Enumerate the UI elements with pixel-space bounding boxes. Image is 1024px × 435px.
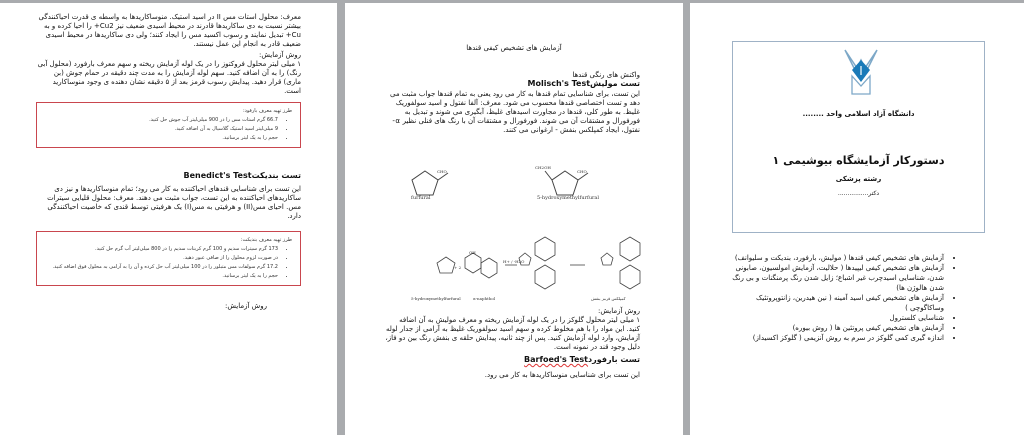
heading-en: Benedict's Test [183,171,252,180]
page-title: آزمایش های تشخیص کیفی قندها [466,44,562,52]
heading-fa: تست بندیکت [251,171,301,180]
box-title: طرز تهیه معرف بارفود: [242,108,292,114]
university-logo-icon [843,46,879,98]
method-title: روش آزمایش: [598,307,640,315]
benedict-text: این تست برای شناسایی قندهای احیاکننده به کار می رود؛ تمام منوساکاریدها و نیز دی ساکاریدهای احیاکننده به این تست، جواب مثبت می دهند. معرف: محلول قلیایی سیترات مس. احیای مس(II) و هرفیتی به مس(I) یک هرفیتی توسط قندی که خاصیت احیاکنندگی دارد. [47,185,301,220]
list-item: • 9 میلی‌لیتر اسید استیک گلاسیال به آن اضافه کنید. [45,125,278,134]
reagent-paragraph: معرف: محلول استات مس II در اسید استیک. منوساکاریدها به واسطه ی قدرت احیاکنندگی بیشتر نسبت به دی ساکاریدها قادرند در محیط اسیدی ضعیف نیز Cu2+ را احیا کرده و به Cu+ تبدیل نمایند و رسوب اکسید مس را ایجاد کنند؛ ولی دی ساکاریدها در محیط اسیدی ضعیف قادر به انجام این عمل نیستند. [38,13,301,48]
list-item: • شناسایی کلسترول [730,313,944,323]
box-title: طرز تهیه معرف بندیکت: [240,237,292,243]
method-title-2: روش آزمایش: [225,302,267,310]
hmf-label: 5-hydroxymethylfurfural [537,195,600,201]
barfoed-heading [524,354,640,365]
benedict-heading [36,170,301,181]
barfoed-text: این تست برای شناسایی منوساکاریدها به کار می رود. [484,371,640,379]
molisch-text: این تست، برای شناسایی تمام قندها به کار می رود یعنی به تمام قندها جواب مثبت می دهد و تست اختصاصی قندها محسوب می شود. معرف: آلفا نفتول و اسید سولفوریک غلیظ. به طور کلی، قندها در مجاورت اسیدهای غلیظ، آبگیری می شوند و تبدیل به فورفورال و مشتقات آن می شوند. فورفورال و مشتقات آن با رنگ های فنلی نظیر α-نفتول، ایجاد کمپلکس بنفش - ارغوانی می کنند. [389,90,640,134]
naphthol-label: α-naphthol [473,296,496,301]
method-text: ۱ میلی لیتر محلول فروکتوز را در یک لوله آزمایش ریخته و سهم معرف بارفورد (محلول آبی رنگ) را به آن اضافه کنید. سهم لوله آزمایش را به مدت چند دقیقه در حمام جوش (بن ماری) قرار دهید. پیدایش رسوب قرمز بعد از ۵ دقیقه نشان دهنده ی وجود منوساکارید است. [37,60,301,95]
document-page-right [690,3,1024,435]
document-page-left [0,3,337,435]
field-name: رشته پزشکی [835,175,882,183]
barfoed-reagent-box [36,102,301,148]
heading-en: Molisch's Test [527,79,591,88]
contents-list [730,253,944,343]
page-content [36,13,301,311]
method-title: روش آزمایش: [259,51,301,59]
list-item: • آزمایش های تشخیص کیفی قندها ( مولیش، بارفورد، بندیکت و سلیوانف) [730,253,944,263]
cover-frame [732,41,985,233]
method-text: ۱ میلی لیتر محلول گلوکز را در یک لوله آزمایش ریخته و معرف مولیش به آن اضافه کنید. این مواد را با هم مخلوط کرده و سهم اسید سولفوریک غلیظ به آرامی از جدار لوله آزمایش، وارد لوله آزمایش کنید. پس از چند ثانیه، پیدایش حلقه ی بنفش رنگ بین دو فاز، دلیل وجود قند در نمونه است. [385,316,640,351]
list-item: • 173 گرم سیترات سدیم و 100 گرم کربنات سدیم را در 800 میلی‌لیتر آب گرم حل کنید. [45,245,278,254]
reagent-label: H+ / -H2O [503,259,525,264]
hmf-small-label: 5-hydroxymethylfurfural [411,296,461,301]
document-title: دستورکار آزمایشگاه بیوشیمی ۱ [772,154,945,167]
list-item: • آزمایش های تشخیص کیفی لیپیدها ( حلالیت، آزمایش امولسیون، صابونی شدن، شناسایی اسیدچرب غیر اشباع؛ زایل شدن رنگ پرمنگنات و بی رنگ شدن هالوژن ها) [730,263,944,293]
cho-label: CHO [437,169,447,174]
list-item: • حجم را به یک لیتر برسانید. [45,272,278,281]
list-item: • 66.7 گرم استات مس را در 900 میلی‌لیتر آب جوش حل کنید. [45,116,278,125]
benedict-reagent-box [36,231,301,286]
furfural-label: furfural [411,195,431,201]
heading-en: Barfoed's Test [524,355,589,364]
list-item: • آزمایش های تشخیص کیفی پروتئین ها ( روش بیوره) [730,323,944,333]
list-item: • آزمایش های تشخیص کیفی اسید آمینه ( نین هیدرین، زانتوپروتئیک وساکاگوچی ) [730,293,944,313]
furfural-structure [412,171,448,195]
reaction-structures [437,237,640,289]
cho-label: CHO [577,169,587,174]
chemical-structures [345,153,683,303]
document-page-middle [345,3,683,435]
ch2oh-label: CH2OH [535,165,551,170]
university-name: دانشگاه آزاد اسلامی واحد ........ [802,110,915,118]
list-item: • حجم را به یک لیتر برسانید. [45,134,278,143]
molisch-heading [528,78,641,89]
list-item: • 17.2 گرم سولفات مس متبلور را در 100 میلی‌لیتر آب حل کرده و آن را به آرامی به محلول فوق اضافه کنید. [45,263,278,272]
subheading: واکنش های رنگی قندها [572,71,640,79]
list-item: • در صورت لزوم محلول را از صافی عبور دهید. [45,254,278,263]
list-item: • اندازه گیری کمی گلوکز در سرم به روش آنزیمی ( گلوکز اکسیداز) [730,333,944,343]
oh-label: OH [469,250,476,255]
doctor-name: دکتر................ [837,190,880,197]
heading-fa: تست بارفورد [588,355,640,364]
reagent-label: + 2 [454,265,462,270]
product-label: کمپلکس قرمز بنفش [591,296,626,301]
heading-fa: تست مولیش [590,79,640,88]
hmf-structure [545,171,588,195]
